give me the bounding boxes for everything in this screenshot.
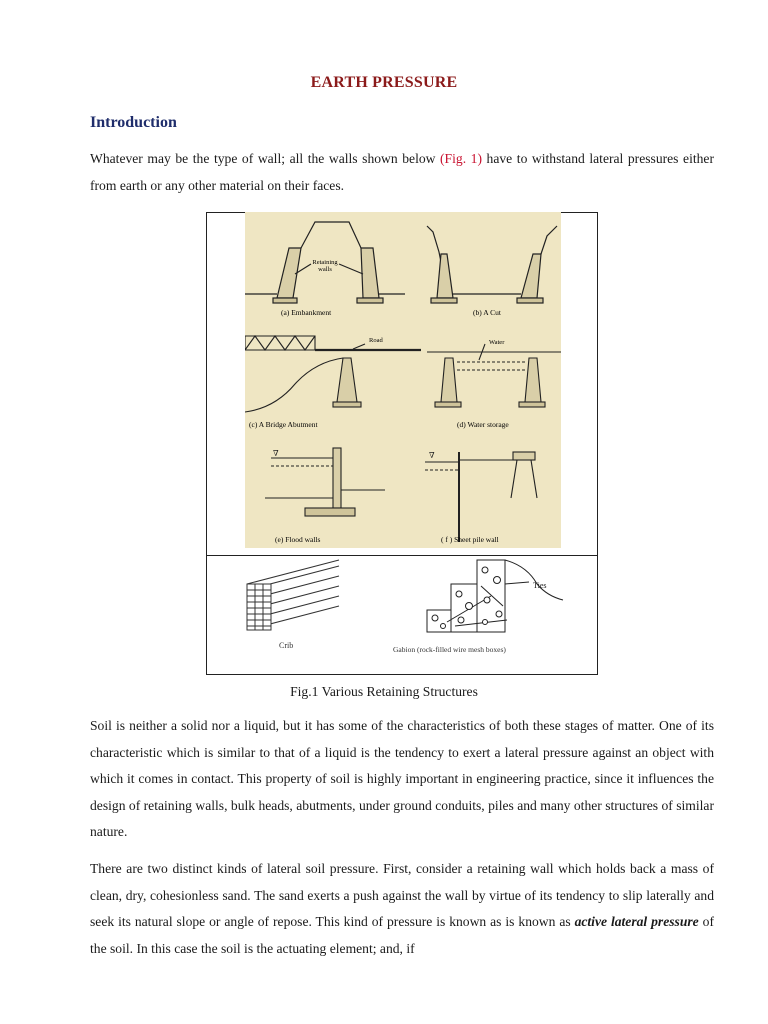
figure-caption: Fig.1 Various Retaining Structures	[290, 684, 478, 699]
retaining-walls-drawing	[245, 212, 561, 548]
label-gabion: Gabion (rock-filled wire mesh boxes)	[393, 645, 506, 654]
label-crib: Crib	[279, 641, 294, 650]
sheet-pile-diagram	[425, 451, 537, 542]
cut-diagram	[427, 226, 557, 303]
intro-text-before: Whatever may be the type of wall; all the walls shown below	[90, 151, 441, 166]
scanned-figure-panel	[245, 212, 561, 548]
crib-gabion-drawing	[207, 556, 597, 674]
label-flood-walls: (e) Flood walls	[275, 535, 321, 544]
label-bridge-abutment: (c) A Bridge Abutment	[249, 420, 318, 429]
section-heading: Introduction	[90, 114, 177, 131]
retaining-label-2: walls	[318, 266, 332, 273]
label-water-storage: (d) Water storage	[457, 420, 509, 429]
page-title: EARTH PRESSURE	[310, 74, 458, 91]
label-embankment: (a) Embankment	[281, 308, 332, 317]
flood-walls-diagram	[265, 448, 385, 516]
gabion-diagram	[427, 560, 563, 632]
crib-diagram	[247, 560, 339, 630]
water-storage-diagram	[427, 344, 561, 407]
label-water: Water	[489, 339, 505, 346]
intro-paragraph	[90, 146, 714, 199]
soil-paragraph: Soil is neither a solid nor a liquid, but it has some of the characteristics of both these stages of matter. One of its characteristic which is similar to that of a liquid is the tendency to exert a lateral pressure against an object with which it comes in contact. This property of soil is highly important in engineering practice, since it influences the design of retaining walls, bulk heads, abutments, under ground conduits, piles and many other structures of similar nature.	[90, 718, 714, 839]
label-road: Road	[369, 337, 383, 344]
intro-text-after: have to withstand lateral pressures either from earth or any other material on their faces.	[90, 151, 714, 193]
label-ties: Ties	[533, 581, 547, 590]
figure-reference: (Fig. 1)	[440, 151, 482, 166]
retaining-label-1: Retaining	[312, 259, 338, 266]
svg-text:∇: ∇	[429, 451, 435, 460]
lateral-text-before: There are two distinct kinds of lateral soil pressure. First, consider a retaining wall which holds back a mass of clean, dry, cohesionless sand. The sand exerts a push against the wall by virtue of its tendency to slip laterally and seek its natural slope or angle of repose. This kind of pressure is known as is known as	[90, 861, 714, 929]
bridge-abutment-diagram	[245, 336, 421, 412]
lateral-text-after: of the soil. In this case the soil is the actuating element; and, if	[90, 914, 714, 956]
label-cut: (b) A Cut	[473, 308, 501, 317]
svg-text:∇: ∇	[273, 449, 279, 458]
label-sheet-pile: ( f ) Sheet pile wall	[441, 535, 499, 544]
lateral-pressure-paragraph	[90, 856, 714, 962]
active-pressure-term: active lateral pressure	[574, 914, 699, 929]
figure-retaining-structures	[206, 212, 598, 675]
